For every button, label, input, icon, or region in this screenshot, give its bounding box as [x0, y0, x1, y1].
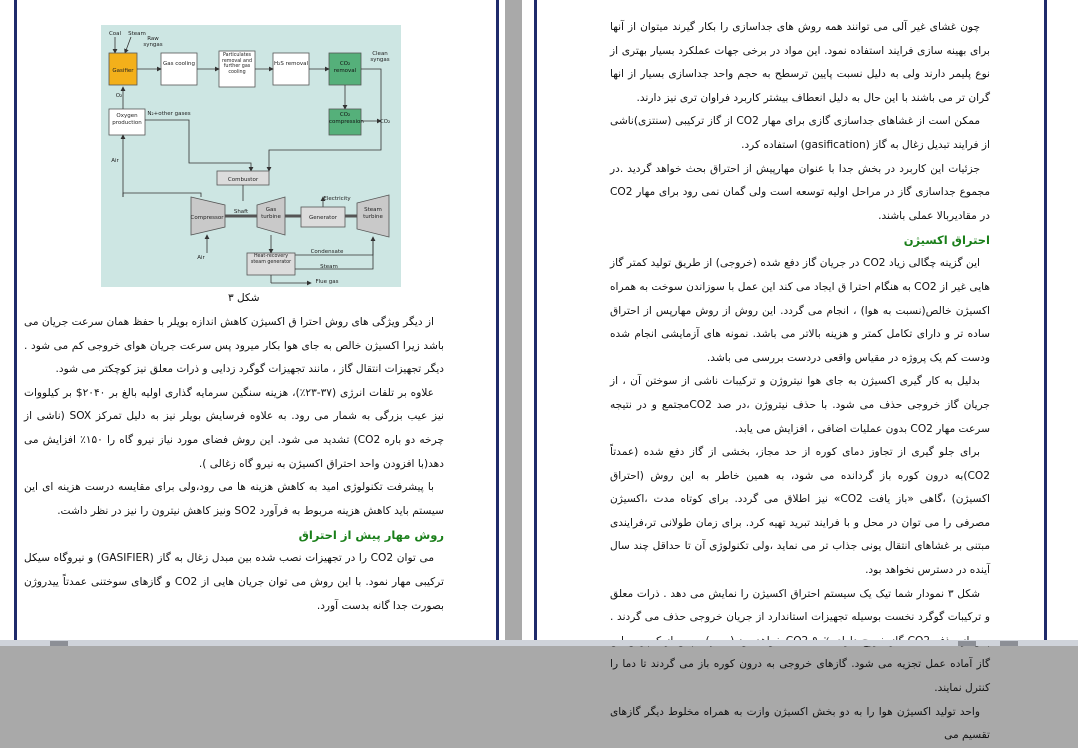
label-raw-syngas: Raw syngas	[143, 36, 163, 48]
label-combustor: Combustor	[227, 177, 259, 183]
section-heading: احتراق اکسیژن	[903, 233, 990, 248]
paragraph: شکل ۳ نمودار شما تیک یک سیستم احتراق اکسیژن را نمایش می دهد . ذرات معلق و ترکیبات گوگرد نخست بوسیله تجهیزات استاندارد از جریان خروجی حذف می گردند . گاز آماده عمل تجزیه می شود. گازهای خروجی به درون کوره باز می گردند تا دما را کنترل نمایند.	[610, 587, 990, 695]
label-gasifier: Gasifier	[112, 68, 134, 74]
paragraph: این گزینه چگالی زیاد CO2 در جریان گاز دفع شده (خروجی) از طریق تولید کمتر گاز هایی غیر از CO2 به هنگام احترا ق ایجاد می کند این عمل با سوزاندن سوخت به همراه اکسیژن خالص(نسبت به هوا) ، انجام می گردد. این روش از روش مهارپس از احتراق ساده تر و دارای تکامل کمتر و هزینه بالاتر می باشد. نمونه های آزمایشی انجام شده ودست کم یک پروژه در مقیاس واقعی دردست بررسی می باشد.	[610, 257, 990, 364]
paragraph: می توان CO2 را در تجهیزات نصب شده بین مبدل زغال به گاز (GASIFIER) و نیروگاه سیکل ترکیبی مهار نمود. با این روش می توان جریان هایی از CO2 و گازهای سوختنی عمدتاً ییدروژن بصورت جدا گانه بدست آورد.	[24, 552, 444, 612]
paragraph: با پیشرفت تکنولوژی امید به کاهش هزینه ها می رود،ولی برای مقایسه درست هزینه ای این سیستم باید کاهش هزینه مربوط به فرآورد SO2 ونیز کاهش نیترون را نیز در نظر داشت.	[24, 481, 444, 517]
paragraph: ممکن است از غشاهای جداسازی گازی برای مهار CO2 از گاز ترکیبی (سنتزی)ناشی از فرایند تبدیل زغال به گاز (gasification) استفاده کرد.	[610, 115, 990, 151]
label-shaft: Shaft	[233, 209, 249, 215]
paragraph: جزئیات این کاربرد در بخش جدا با عنوان مهارپیش از احتراق بحث خواهد گردید .در مجموع جداسازی گاز در مراحل اولیه توسعه است ولی گمان نمی رود برای مهار CO2 در مقادیربالا عملی باشند.	[610, 162, 990, 222]
right-text-column	[610, 16, 990, 748]
label-oxygen-production: Oxygen production	[112, 113, 142, 126]
figure-caption: شکل ۳	[228, 292, 260, 304]
label-air-top: Air	[111, 158, 119, 164]
page-border-left	[14, 0, 17, 646]
label-n2-other: N₂+other gases	[147, 111, 191, 117]
label-particulates-removal: Particulates removal and further gas cooling	[221, 53, 253, 75]
paragraph: برای جلو گیری از تجاوز دمای کوره از حد مجاز، بخشی از گاز دفع شده (عمدتاً CO2)به درون کوره باز گردانده می شود، به همین خاطر به این روش (احتراق اکسیژن) ،گاهی «باز یافت CO2» نیز اطلاق می گردد. برای کوتاه مدت ،اکسیژن مصرفی را می توان در محل و با فرایند تبرید تهیه کرد. برای زمان طولانی تر،فرایندی مبتنی بر غشاهای انتقال یونی جذاب تر می نماید ،ولی تکنولوژی آن تا حداقل چند سال آینده در دسترس نخواهد بود.	[610, 446, 990, 577]
paragraph: از دیگر ویژگی های روش احترا ق اکسیژن کاهش اندازه بویلر با حفظ همان سرعت جریان می باشد زیرا اکسیژن خالص به جای هوا بکار میرود پس سرعت جریان هوای خروجی کم می شود . دیگر تجهیزات انتقال گاز ، مانند تجهیزات گوگرد زدایی و ذرات معلق نیز کوچکتر می شود.	[24, 316, 444, 376]
label-air-bottom: Air	[197, 255, 205, 261]
zoom-icon[interactable]	[1000, 641, 1018, 646]
label-condensate: Condensate	[310, 249, 344, 255]
label-flue-gas: Flue gas	[315, 279, 339, 285]
view-icon[interactable]	[958, 641, 976, 646]
label-steam-turbine: Steam turbine	[363, 207, 383, 220]
label-co2-removal: CO₂ removal	[333, 61, 357, 74]
label-compressor: Compressor	[190, 215, 224, 221]
page-left	[0, 0, 505, 646]
label-coal: Coal	[108, 31, 122, 37]
paragraph: واحد تولید اکسیژن هوا را به دو بخش اکسیژن وازت به همراه مخلوط دیگر گازهای تقسیم می	[610, 705, 990, 742]
label-h2s-removal: H₂S removal	[274, 61, 308, 67]
label-co2-compression: CO₂ compression	[329, 112, 364, 125]
label-hrsg: Heat-recovery steam generator	[250, 254, 292, 265]
page-border-left	[534, 0, 537, 646]
label-raw-syngas-wrap	[139, 36, 167, 52]
status-strip	[0, 640, 1078, 646]
label-generator: Generator	[309, 215, 337, 221]
page-border-right	[1044, 0, 1047, 646]
label-clean-syngas: Clean syngas	[370, 51, 390, 63]
label-steam-in: Steam	[128, 31, 146, 37]
label-gas-turbine: Gas turbine	[261, 207, 281, 220]
paragraph: بدلیل به کار گیری اکسیژن به جای هوا نیتروژن و ترکیبات ناشی از سوختن آن ، از جریان گاز خروجی حذف می شود. با حذف نیتروژن ،در صد CO2مجتمع و در نتیجه سرعت مهار CO2 بدون عملیات اضافی ، افزایش می یابد.	[610, 375, 990, 435]
paragraph: علاوه بر تلفات انرژی (۳۷-۲۳٪)، هزینه سنگین سرمایه گذاری اولیه بالغ بر ۲۰۴۰$ بر کیلووات نیز عیب بزرگی به شمار می رود. به علاوه فرسایش بویلر نیز به دلیل تمرکز SOX (ناشی از چرخه دو باره CO2) تشدید می شود. این روش فضای مورد نیاز نیرو گاه را ۱۵۰٪ افزایش می دهد(با افزودن واحد احتراق اکسیژن به نیرو گاه زغالی ).	[24, 386, 444, 470]
section-heading: روش مهار پیش از احتراق	[298, 528, 444, 543]
label-steam-out: Steam	[320, 264, 338, 270]
label-co2-out: CO₂	[379, 119, 391, 125]
page-right	[522, 0, 1078, 742]
label-o2: O₂	[115, 93, 123, 99]
left-text-column	[24, 311, 444, 618]
paragraph: چون غشای غیر آلی می توانند همه روش های جداسازی را بکار گیرند میتوان از آنها برای بهینه سازی فرایند استفاده نمود. این مواد در برخی جهات عملکرد بسیار بهتری از نوع پلیمر دارند ولی به دلیل نسبت پایین ترسطح به حجم واحد جداسازی بسیار از انها گران تر می باشند با این حال به دلیل انعطاف بیشتر کاربرد فراوان تری نیز دارند.	[610, 21, 990, 104]
status-icon[interactable]	[50, 641, 68, 646]
label-gas-cooling: Gas cooling	[162, 61, 196, 67]
page-border-right	[496, 0, 499, 646]
process-diagram	[101, 25, 401, 287]
label-electricity: Electricity	[323, 196, 351, 202]
